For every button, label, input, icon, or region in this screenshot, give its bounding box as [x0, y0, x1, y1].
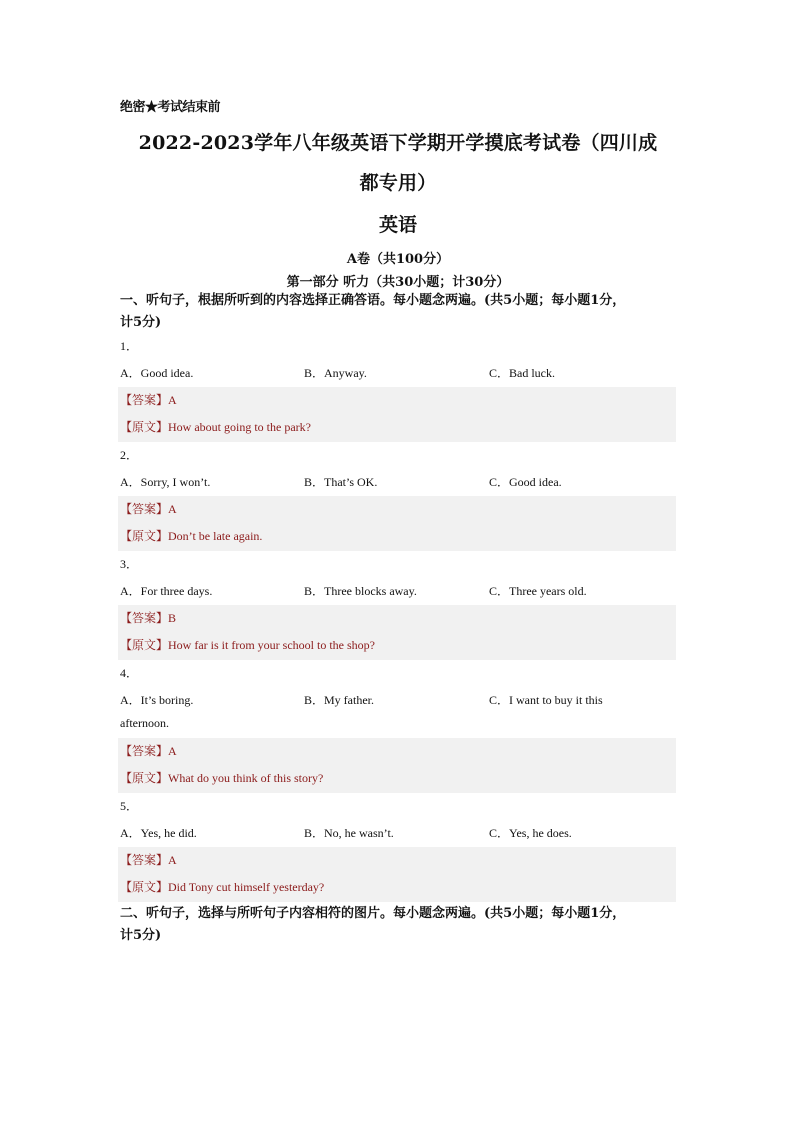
volume-heading: A卷（共100分）: [346, 252, 450, 267]
section2-instructions: [120, 903, 680, 947]
source-text: What do you think of this story?: [168, 771, 324, 785]
option-c: C．Three years old.: [489, 584, 587, 598]
question-number: 1．: [120, 339, 139, 353]
option-c: C．Yes, he does.: [489, 826, 572, 840]
confidential-label: 绝密★考试结束前: [120, 100, 221, 115]
section2-line1: 二、听句子，选择与所听句子内容相符的图片。每小题念两遍。(共5小题；每小题1分，: [120, 906, 626, 921]
source-line: [120, 769, 323, 786]
answer-line: [120, 500, 177, 517]
option-a: A．Good idea.: [120, 366, 194, 380]
subject-title: 英语: [378, 214, 417, 236]
option-a: A．Yes, he did.: [120, 826, 197, 840]
answer-tag: 【答案】: [120, 393, 169, 407]
section1-line2: 计5分): [120, 315, 162, 330]
option-c: C．Good idea.: [489, 475, 562, 489]
option-b: B．Anyway.: [304, 366, 367, 380]
option-a: A．For three days.: [120, 584, 213, 598]
option-a: A．Sorry, I won’t.: [120, 475, 211, 489]
option-b: B．Three blocks away.: [304, 584, 417, 598]
option-c: C．Bad luck.: [489, 366, 555, 380]
source-tag: 【原文】: [120, 638, 169, 652]
answer-value: A: [168, 393, 177, 407]
section1-line1: 一、听句子，根据所听到的内容选择正确答语。每小题念两遍。(共5小题；每小题1分，: [120, 293, 626, 308]
answer-tag: 【答案】: [120, 611, 169, 625]
option-a: A．It’s boring.: [120, 693, 194, 707]
exam-title-line2: 都专用）: [359, 172, 437, 194]
source-tag: 【原文】: [120, 529, 169, 543]
source-line: [120, 878, 324, 895]
option-c-continuation: afternoon.: [120, 716, 169, 730]
exam-title-line1: 2022-2023学年八年级英语下学期开学摸底考试卷（四川成: [138, 132, 658, 154]
answer-line: [120, 391, 177, 408]
source-line: [120, 527, 262, 544]
source-text: Don’t be late again.: [168, 529, 263, 543]
answer-line: [120, 851, 177, 868]
section1-instructions: [120, 290, 680, 334]
option-b: B．My father.: [304, 693, 374, 707]
source-line: [120, 636, 375, 653]
option-b: B．That’s OK.: [304, 475, 378, 489]
source-tag: 【原文】: [120, 880, 169, 894]
source-text: How far is it from your school to the shop?: [168, 638, 375, 652]
option-b: B．No, he wasn’t.: [304, 826, 394, 840]
source-text: How about going to the park?: [168, 420, 311, 434]
option-c: C．I want to buy it this: [489, 693, 603, 707]
answer-tag: 【答案】: [120, 502, 169, 516]
source-tag: 【原文】: [120, 771, 169, 785]
question-number: 2．: [120, 448, 139, 462]
source-tag: 【原文】: [120, 420, 169, 434]
question-number: 5．: [120, 799, 139, 813]
question-number: 4．: [120, 666, 139, 680]
answer-tag: 【答案】: [120, 744, 169, 758]
question-number: 3．: [120, 557, 139, 571]
source-line: [120, 418, 311, 435]
answer-tag: 【答案】: [120, 853, 169, 867]
answer-line: [120, 609, 176, 626]
answer-value: A: [168, 744, 177, 758]
answer-line: [120, 742, 177, 759]
source-text: Did Tony cut himself yesterday?: [168, 880, 325, 894]
answer-value: A: [168, 502, 177, 516]
answer-value: A: [168, 853, 177, 867]
section2-line2: 计5分): [120, 928, 162, 943]
answer-value: B: [168, 611, 177, 625]
part-heading: 第一部分 听力（共30小题；计30分）: [286, 275, 510, 290]
